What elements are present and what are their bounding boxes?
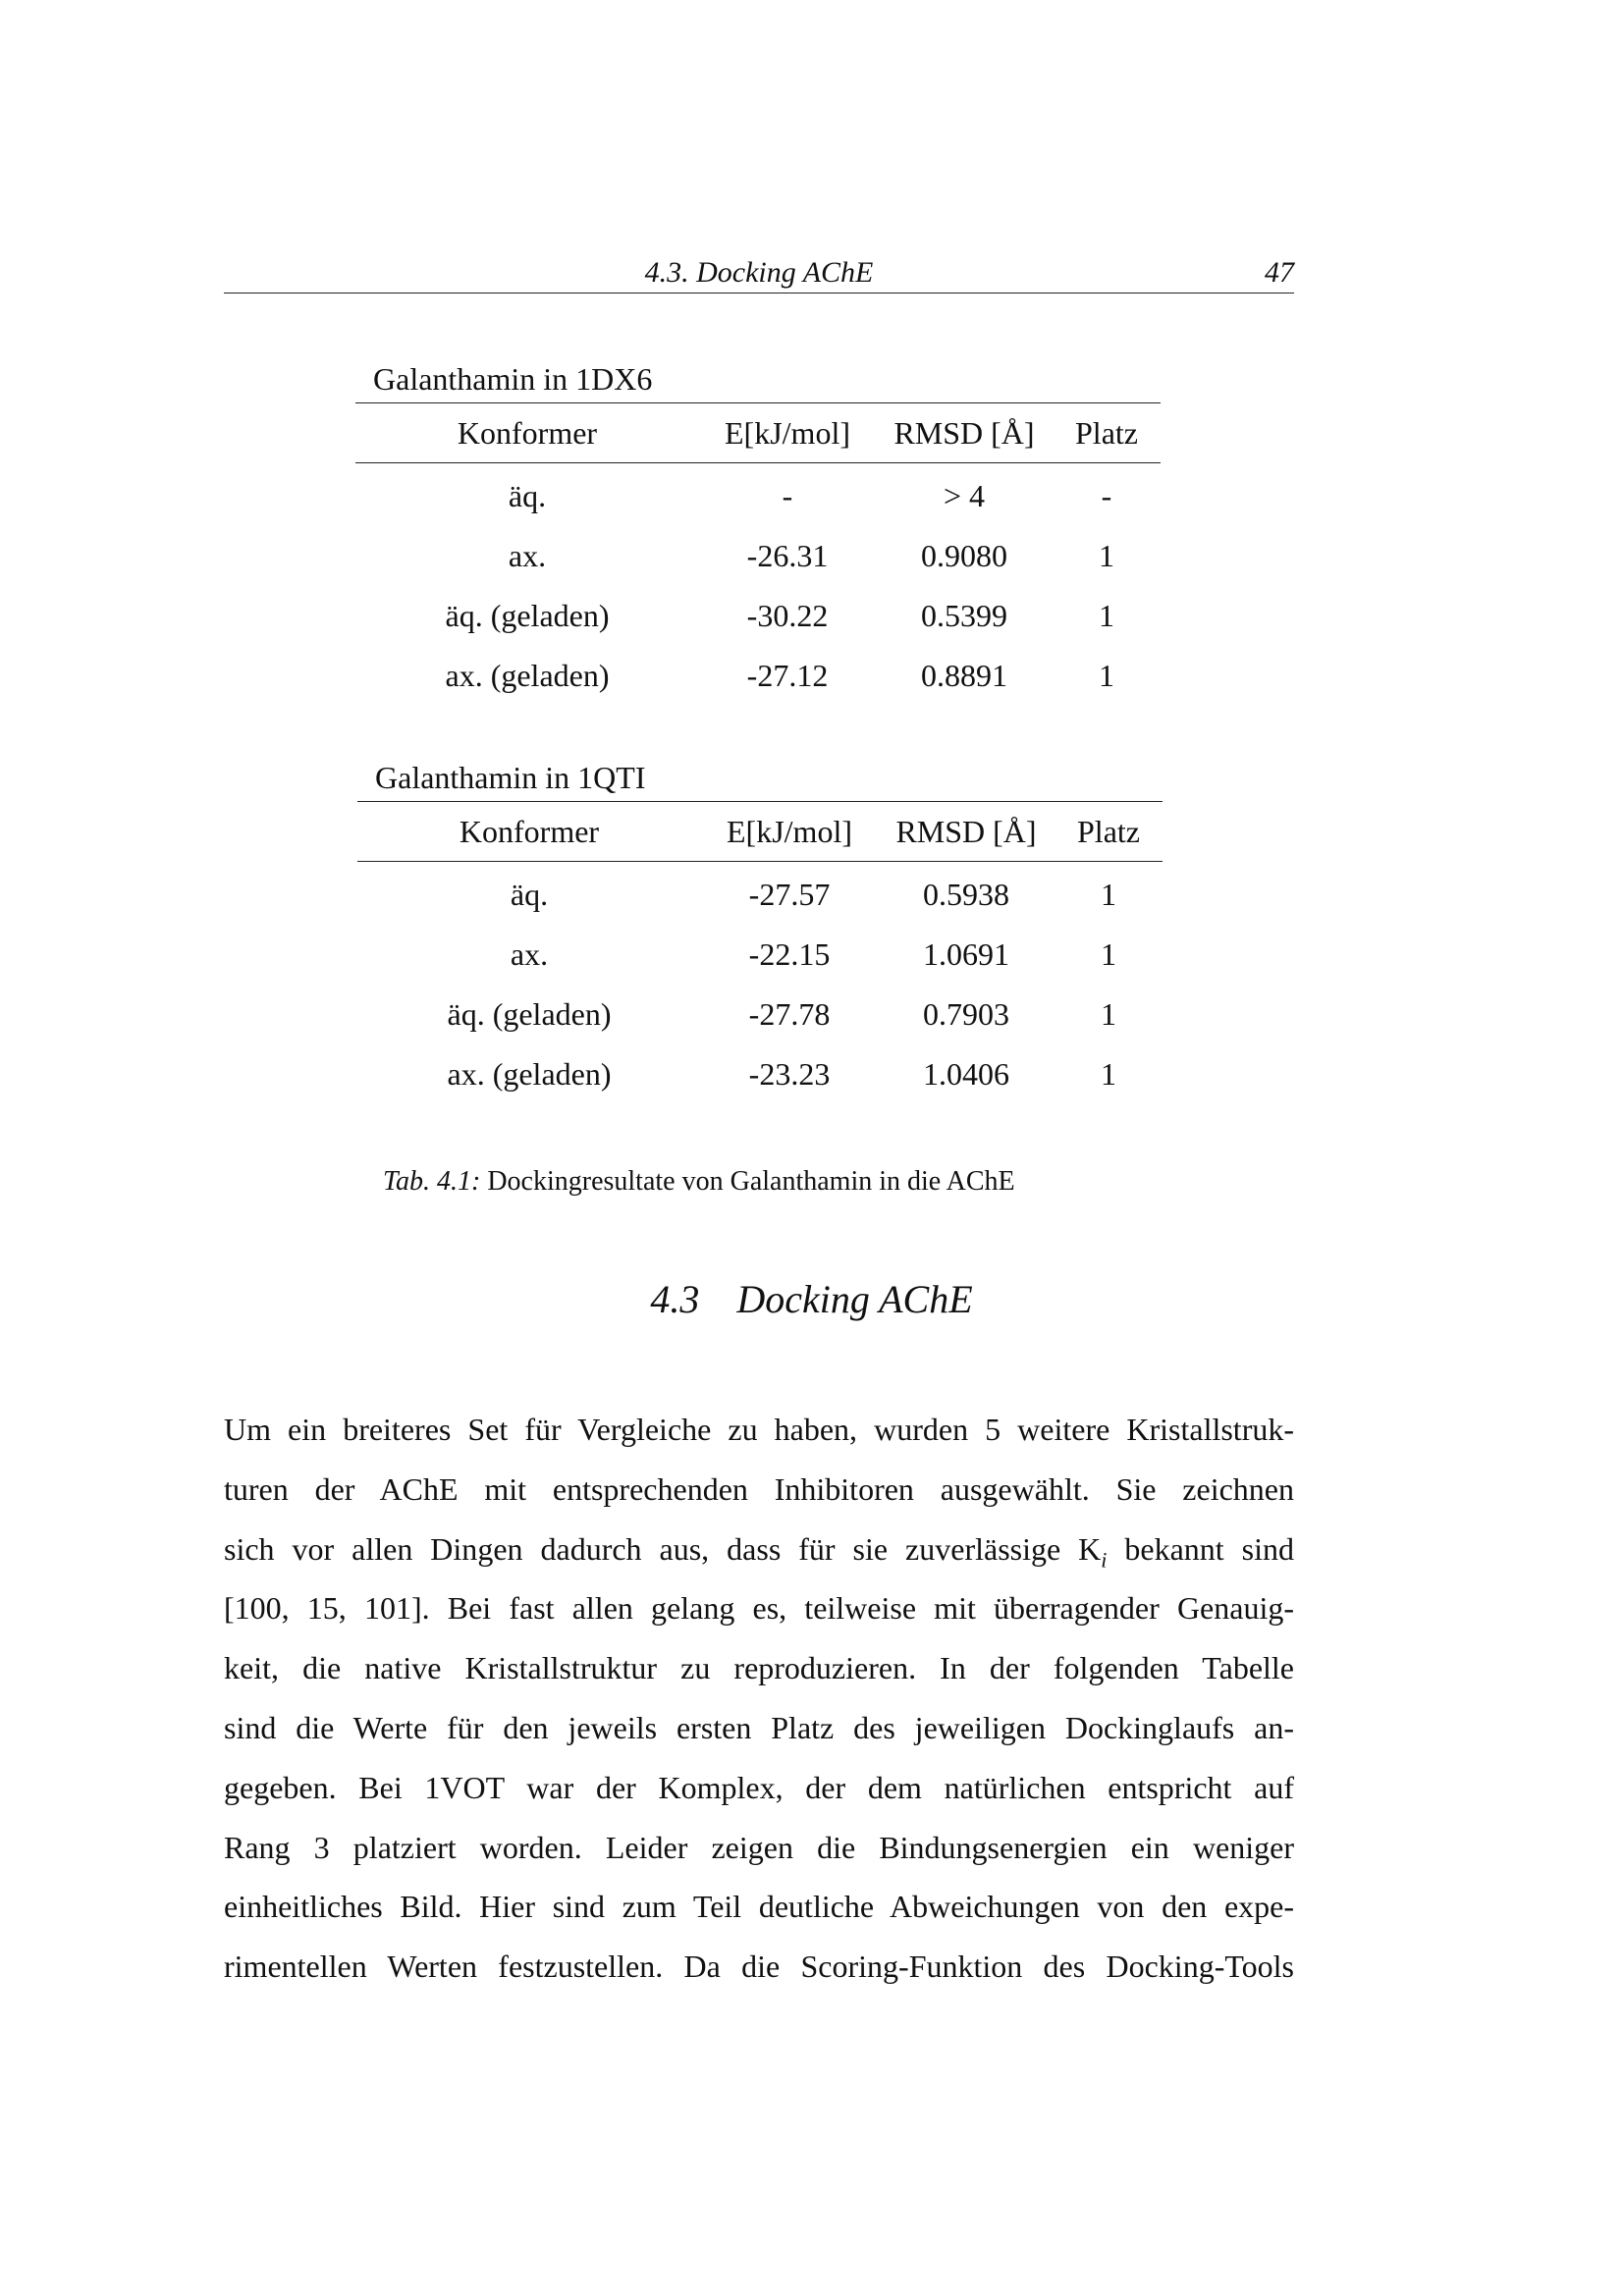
table-cell: -22.15 [748, 936, 831, 972]
table-row [355, 526, 1161, 586]
text-line: keit, die native Kristallstruktur zu reproduzieren. In der folgenden Tabelle [224, 1650, 1294, 1686]
text-line: gegeben. Bei 1VOT war der Komplex, der dem natürlichen entspricht auf [224, 1769, 1294, 1805]
caption-label: Tab. 4.1: [383, 1166, 481, 1197]
table-cell: -27.12 [746, 658, 829, 693]
results-table-1dx6 [355, 355, 1161, 706]
table-title: Galanthamin in 1QTI [375, 760, 646, 795]
table-cell: -26.31 [746, 538, 829, 573]
table-cell: -27.57 [748, 877, 831, 912]
table-title: Galanthamin in 1DX6 [373, 361, 653, 397]
table-cell: -27.78 [748, 996, 831, 1032]
text-line: [100, 15, 101]. Bei fast allen gelang es, teilweise mit überragender Genauig- [224, 1590, 1294, 1627]
table-cell: 0.5399 [921, 598, 1007, 633]
column-header: E[kJ/mol] [699, 403, 876, 463]
table-cell: 1.0691 [923, 936, 1009, 972]
text-line: Um ein breiteres Set für Vergleiche zu haben, wurden 5 weitere Kristallstruk- [224, 1412, 1294, 1447]
table-caption [383, 1166, 1015, 1198]
text-span: bekannt sind [1107, 1530, 1295, 1567]
section-heading [0, 1276, 1623, 1322]
table-cell: - [1101, 478, 1112, 513]
table-cell: 1 [1101, 877, 1116, 912]
ki-subscript: i [1101, 1546, 1108, 1572]
table-row [355, 586, 1161, 646]
table-header-row [355, 403, 1161, 463]
table-row [357, 925, 1163, 985]
table-cell: äq. (geladen) [445, 598, 610, 633]
body-paragraph [224, 1400, 1294, 1997]
table-cell: 0.8891 [921, 658, 1007, 693]
column-header: Konformer [355, 403, 699, 463]
table-row [357, 1044, 1163, 1104]
column-header: RMSD [Å] [878, 802, 1055, 862]
table-cell: 0.5938 [923, 877, 1009, 912]
table [357, 801, 1163, 1104]
table-cell: 1 [1101, 936, 1116, 972]
table-cell: äq. [510, 877, 549, 912]
column-header: Platz [1053, 403, 1161, 463]
section-title: Docking AChE [736, 1277, 973, 1321]
running-header [224, 253, 1294, 294]
table-cell: > 4 [943, 478, 986, 513]
table-row [357, 862, 1163, 926]
table-cell: -30.22 [746, 598, 829, 633]
table-row [355, 646, 1161, 706]
table-cell: äq. (geladen) [447, 996, 612, 1032]
table [355, 402, 1161, 706]
results-table-1qti [357, 754, 1163, 1104]
table-header-row [357, 802, 1163, 862]
table-cell: - [782, 478, 793, 513]
text-line: einheitliches Bild. Hier sind zum Teil deutliche Abweichungen von den expe- [224, 1889, 1294, 1925]
column-header: Platz [1055, 802, 1163, 862]
column-header: Konformer [357, 802, 701, 862]
table-cell: 1 [1101, 1056, 1116, 1092]
text-span: sich vor allen Dingen dadurch aus, dass für sie zuverlässige K [224, 1530, 1102, 1567]
text-line: turen der AChE mit entsprechenden Inhibitoren ausgewählt. Sie zeichnen [224, 1470, 1294, 1507]
table-cell: -23.23 [748, 1056, 831, 1092]
column-header: RMSD [Å] [876, 403, 1053, 463]
table-cell: 1 [1099, 658, 1114, 693]
section-number: 4.3 [650, 1277, 700, 1321]
table-cell: ax. [510, 936, 549, 972]
table-cell: 1 [1099, 598, 1114, 633]
caption-text: Dockingresultate von Galanthamin in die AChE [487, 1166, 1015, 1197]
text-line: Rang 3 platziert worden. Leider zeigen die Bindungsenergien ein weniger [224, 1829, 1294, 1865]
column-header: E[kJ/mol] [701, 802, 878, 862]
table-cell: 1.0406 [923, 1056, 1009, 1092]
table-cell: 0.7903 [923, 996, 1009, 1032]
table-cell: ax. (geladen) [445, 658, 610, 693]
table-cell: ax. (geladen) [447, 1056, 612, 1092]
page-number: 47 [1265, 256, 1294, 289]
table-cell: ax. [508, 538, 547, 573]
table-row [355, 463, 1161, 527]
running-title: 4.3. Docking AChE [644, 256, 874, 289]
table-cell: 1 [1101, 996, 1116, 1032]
table-row [357, 985, 1163, 1044]
text-line: sind die Werte für den jeweils ersten Platz des jeweiligen Dockinglaufs an- [224, 1709, 1294, 1745]
table-cell: 0.9080 [921, 538, 1007, 573]
table-cell: 1 [1099, 538, 1114, 573]
text-line [224, 1520, 1294, 1579]
text-line: rimentellen Werten festzustellen. Da die Scoring-Funktion des Docking-Tools [224, 1949, 1294, 1985]
table-cell: äq. [508, 478, 547, 513]
